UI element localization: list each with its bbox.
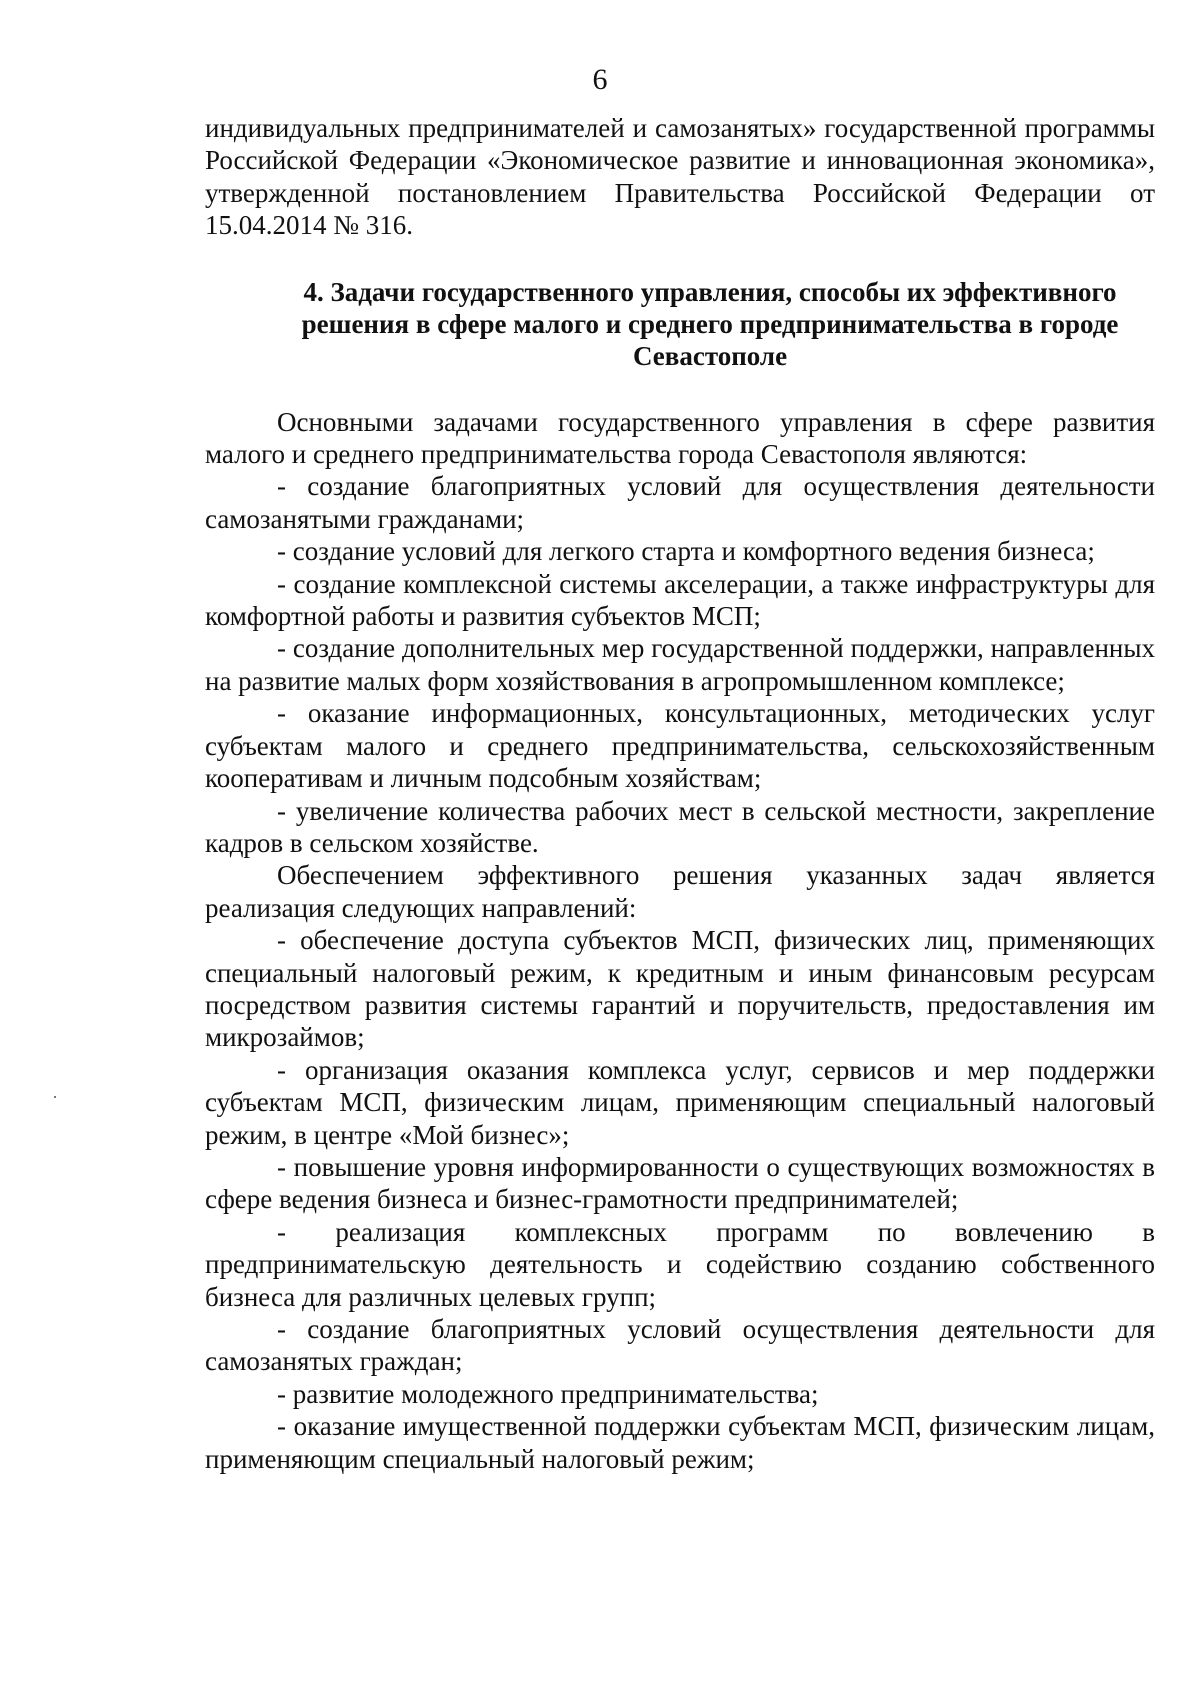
scan-speck	[54, 1096, 56, 1098]
list-item-direction-1: - обеспечение доступа субъектов МСП, физических лиц, применяющих специальный налоговый режим, к кредитным и иным финансовым ресурсам посредством развития системы гарантий и поручительств, предоставления им микрозаймов;	[205, 925, 1155, 1053]
section-title: Задачи государственного управления, способы их эффективного решения в сфере малого и среднего предпринимательства в городе Севастополе	[301, 276, 1119, 371]
section-number: 4.	[303, 276, 324, 307]
list-item-direction-6: - развитие молодежного предпринимательства;	[277, 1378, 819, 1409]
list-item-task-5: - оказание информационных, консультационных, методических услуг субъектам малого и среднего предпринимательства, сельскохозяйственным кооперативам и личным подсобным хозяйствам;	[205, 698, 1155, 794]
page-number: 6	[592, 63, 608, 96]
list-item-direction-7: - оказание имущественной поддержки субъектам МСП, физическим лицам, применяющим специальный налоговый режим;	[205, 1411, 1155, 1474]
list-item-task-3: - создание комплексной системы акселерации, а также инфраструктуры для комфортной работы и развития субъектов МСП;	[205, 568, 1155, 632]
list-item-direction-4: - реализация комплексных программ по вовлечению в предпринимательскую деятельность и содействию созданию собственного бизнеса для различных целевых групп;	[205, 1216, 1155, 1312]
section-heading	[205, 276, 1155, 372]
list-item-task-6: - увеличение количества рабочих мест в сельской местности, закрепление кадров в сельском хозяйстве.	[205, 795, 1155, 858]
intro-paragraph: индивидуальных предпринимателей и самозанятых» государственной программы Российской Федерации «Экономическое развитие и инновационная экономика», утвержденной постановлением Правительства Российской Федерации от 15.04.2014 № 316.	[205, 113, 1155, 241]
document-body	[205, 112, 1155, 1475]
list-item-direction-5: - создание благоприятных условий осуществления деятельности для самозанятых граждан;	[205, 1314, 1155, 1377]
list-item-task-1: - создание благоприятных условий для осуществления деятельности самозанятыми гражданами;	[205, 471, 1155, 534]
list-item-direction-3: - повышение уровня информированности о существующих возможностях в сфере ведения бизнеса и бизнес-грамотности предпринимателей;	[205, 1151, 1155, 1215]
list-item-direction-2: - организация оказания комплекса услуг, сервисов и мер поддержки субъектам МСП, физическим лицам, применяющим специальный налоговый режим, в центре «Мой бизнес»;	[205, 1054, 1155, 1150]
paragraph-tasks-intro: Основными задачами государственного управления в сфере развития малого и среднего предпринимательства города Севастополя являются:	[205, 406, 1155, 470]
paragraph-directions-intro: Обеспечением эффективного решения указанных задач является реализация следующих направлений:	[205, 860, 1155, 923]
list-item-task-4: - создание дополнительных мер государственной поддержки, направленных на развитие малых форм хозяйствования в агропромышленном комплексе;	[205, 633, 1155, 696]
list-item-task-2: - создание условий для легкого старта и комфортного ведения бизнеса;	[277, 536, 1095, 567]
